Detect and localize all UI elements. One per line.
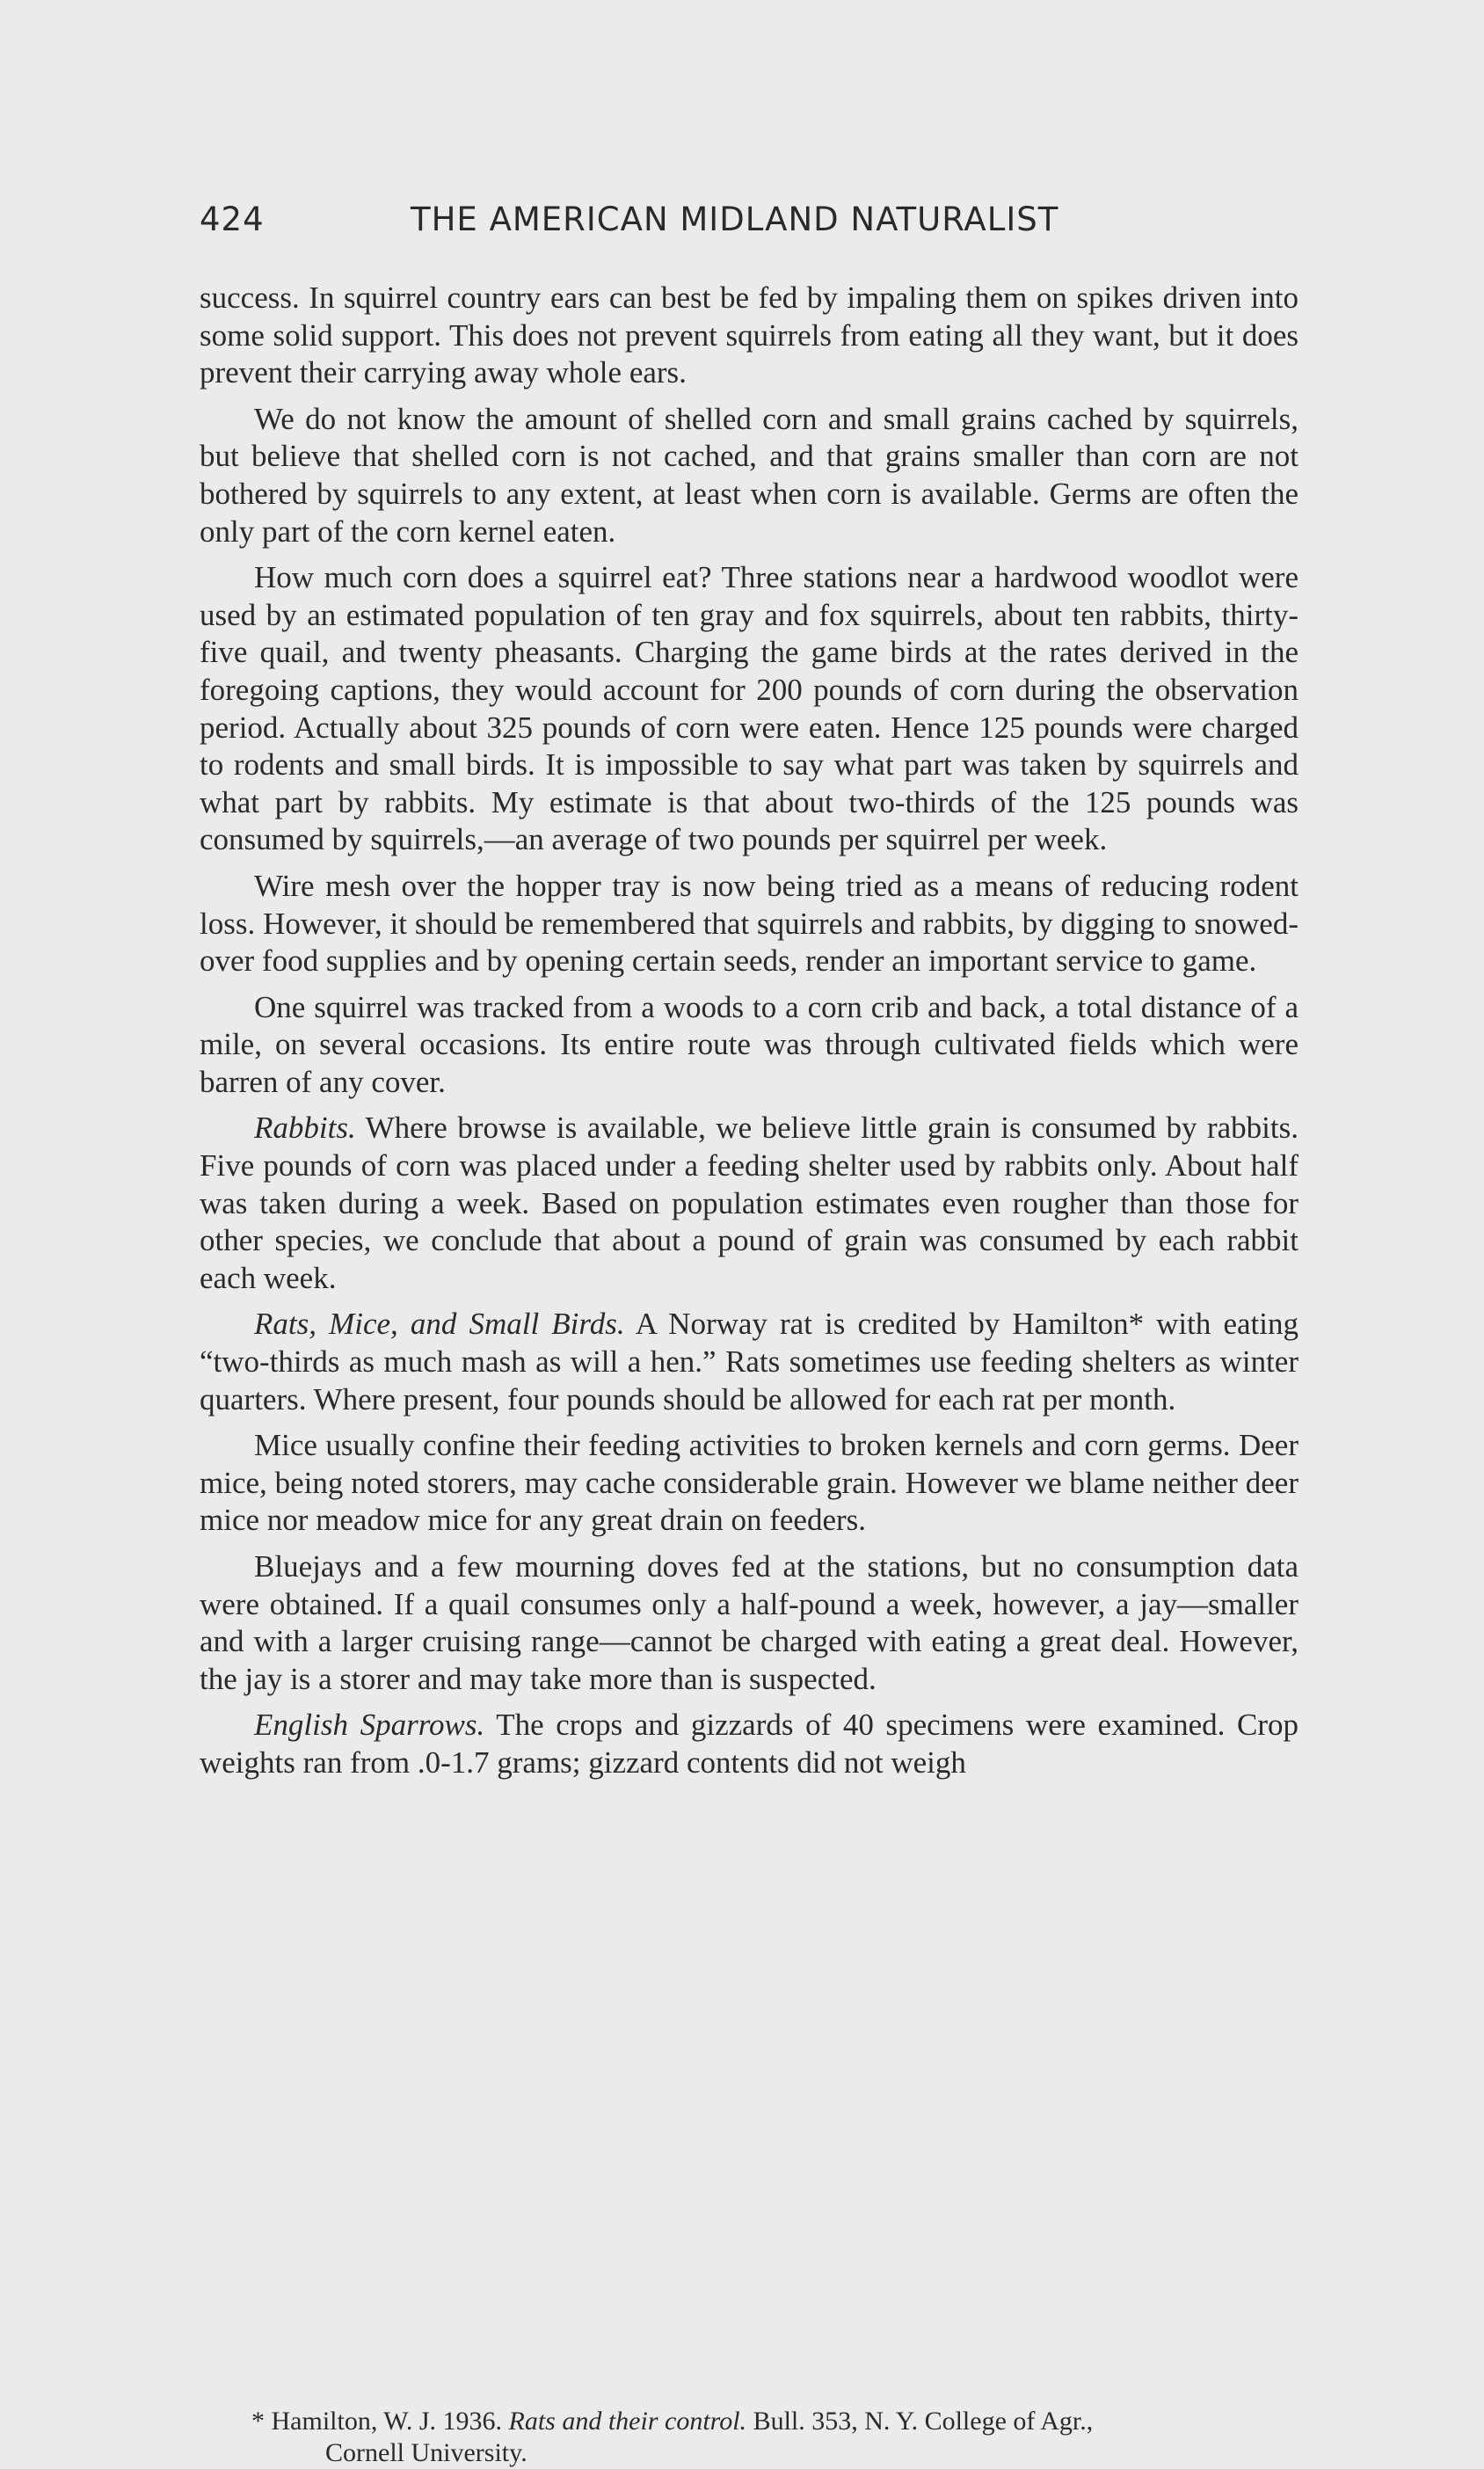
footnote <box>251 2406 1298 2469</box>
paragraph-text: The crops and gizzards of 40 specimens were examined. Crop weights ran from .0-1.7 grams; gizzard contents did not weigh <box>200 1708 1298 1780</box>
paragraph-text: Bluejays and a few mourning doves fed at the stations, but no consumption data were obtained. If a quail consumes only a half-pound a week, however, a jay—smaller and with a larger cruising range—cannot be charged with eating a great deal. However, the jay is a storer and may take more than is suspected. <box>200 1549 1298 1696</box>
running-head <box>200 200 1298 238</box>
section-run-in-heading: English Sparrows. <box>254 1708 485 1743</box>
footnote-line-1 <box>251 2406 1298 2437</box>
page-number: 424 <box>200 200 265 238</box>
paragraph-rats-mice-birds <box>200 1306 1298 1418</box>
paragraph-text: A Norway rat is credited by Hamilton* with eating “two-thirds as much mash as will a hen.” Rats sometimes use feeding shelters as winter quarters. Where present, four pounds should be allowed for each rat per month. <box>200 1307 1298 1417</box>
paragraph-bluejays <box>200 1548 1298 1698</box>
footnote-author-year: Hamilton, W. J. 1936. <box>271 2407 503 2436</box>
footnote-line-2: Cornell University. <box>325 2438 527 2467</box>
paragraph-text: success. In squirrel country ears can best be fed by impaling them on spikes driven into some solid support. This does not prevent squirrels from eating all they want, but it does prevent their carrying away whole ears. <box>200 280 1298 390</box>
journal-title: THE AMERICAN MIDLAND NATURALIST <box>411 200 1059 238</box>
paragraph-squirrel-feeding <box>200 280 1298 392</box>
footnote-publication: Bull. 353, N. Y. College of Agr., <box>753 2407 1094 2436</box>
paragraph-text: We do not know the amount of shelled corn and small grains cached by squirrels, but believe that shelled corn is not cached, and that grains smaller than corn are not bothered by squirrels to any extent, at least when corn is available. Germs are often the only part of the corn kernel eaten. <box>200 401 1298 549</box>
article-body <box>200 280 1298 1791</box>
paragraph-english-sparrows <box>200 1707 1298 1781</box>
paragraph-text: Mice usually confine their feeding activities to broken kernels and corn germs. Deer mice, being noted storers, may cache considerable grain. However we blame neither deer mice nor meadow mice for any great drain on feeders. <box>200 1428 1298 1538</box>
paragraph-squirrel-consumption <box>200 559 1298 859</box>
paragraph-wire-mesh <box>200 868 1298 980</box>
paragraph-tracked-squirrel <box>200 989 1298 1102</box>
section-run-in-heading: Rabbits. <box>254 1111 356 1146</box>
paragraph-text: Wire mesh over the hopper tray is now being tried as a means of reducing rodent loss. However, it should be remembered that squirrels and rabbits, by digging to snowed-over food supplies and by opening certain seeds, render an important service to game. <box>200 868 1298 979</box>
footnote-marker: * <box>251 2407 265 2436</box>
footnote-title: Rats and their control. <box>508 2407 747 2436</box>
paragraph-rabbits <box>200 1110 1298 1297</box>
paragraph-caching <box>200 401 1298 550</box>
paragraph-text: One squirrel was tracked from a woods to a corn crib and back, a total distance of a mile, on several occasions. Its entire route was through cultivated fields which were barren of any cover. <box>200 989 1298 1099</box>
section-run-in-heading: Rats, Mice, and Small Birds. <box>254 1307 625 1342</box>
paragraph-text: How much corn does a squirrel eat? Three stations near a hardwood woodlot were used by an estimated population of ten gray and fox squirrels, about ten rabbits, thirty-five quail, and twenty pheasants. Charging the game birds at the rates derived in the foregoing captions, they would account for 200 pounds of corn during the observation period. Actually about 325 pounds of corn were eaten. Hence 125 pounds were charged to rodents and small birds. It is impossible to say what part was taken by squirrels and what part by rabbits. My estimate is that about two-thirds of the 125 pounds was consumed by squirrels,—an average of two pounds per squirrel per week. <box>200 560 1298 857</box>
paragraph-text: Where browse is available, we believe little grain is consumed by rabbits. Five pounds of corn was placed under a feeding shelter used by rabbits only. About half was taken during a week. Based on population estimates even rougher than those for other species, we conclude that about a pound of grain was consumed by each rabbit each week. <box>200 1111 1299 1295</box>
paragraph-mice <box>200 1427 1298 1540</box>
